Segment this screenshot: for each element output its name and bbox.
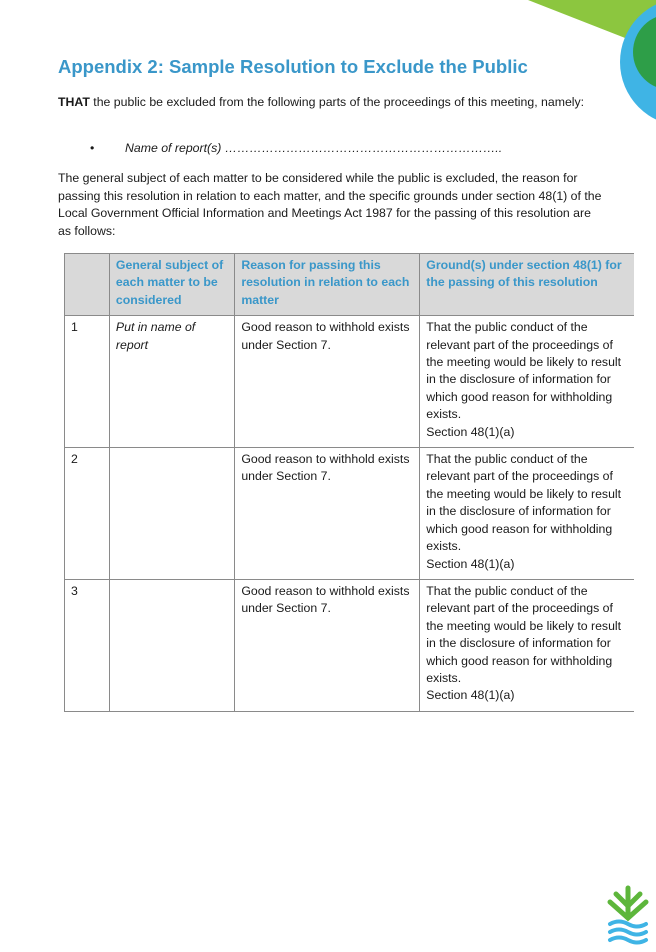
row-section: Section 48(1)(a)	[426, 556, 515, 571]
table-header-row	[65, 254, 635, 316]
resolution-lead: THAT	[58, 95, 90, 109]
row-subject: Put in name of report	[109, 316, 234, 448]
header-reason: Reason for passing this resolution in relation to each matter	[235, 254, 420, 316]
resolution-intro	[58, 94, 588, 112]
header-general-subject: General subject of each matter to be considered	[109, 254, 234, 316]
row-ground: That the public conduct of the relevant part of the proceedings of the meeting would be likely to result in the disclosure of information for which good reason for withholding exists.	[426, 320, 622, 422]
row-ground-cell	[420, 579, 634, 711]
row-ground-cell	[420, 316, 634, 448]
resolution-intro-text: the public be excluded from the following parts of the proceedings of this meeting, namely:	[89, 95, 585, 109]
council-logo-icon	[604, 880, 652, 946]
report-name-placeholder: Name of report(s) …………………………………………………………..	[125, 141, 503, 155]
row-subject	[109, 448, 234, 580]
row-reason: Good reason to withhold exists under Section 7.	[235, 316, 420, 448]
row-reason: Good reason to withhold exists under Section 7.	[235, 448, 420, 580]
bullet-marker: •	[90, 141, 95, 155]
header-number	[65, 254, 110, 316]
header-grounds: Ground(s) under section 48(1) for the passing of this resolution	[420, 254, 634, 316]
row-ground: That the public conduct of the relevant part of the proceedings of the meeting would be likely to result in the disclosure of information for which good reason for withholding exists.	[426, 452, 622, 554]
table-row	[65, 448, 635, 580]
row-ground-cell	[420, 448, 634, 580]
row-section: Section 48(1)(a)	[426, 688, 515, 703]
grounds-paragraph: The general subject of each matter to be considered while the public is excluded, the reason for passing this resolution in relation to each matter, and the specific grounds under section 48(1) of the Local Government Official Information and Meetings Act 1987 for the passing of this resolution are as follows:	[58, 171, 602, 238]
row-number: 2	[65, 448, 110, 580]
row-subject	[109, 579, 234, 711]
row-reason: Good reason to withhold exists under Section 7.	[235, 579, 420, 711]
row-ground: That the public conduct of the relevant part of the proceedings of the meeting would be likely to result in the disclosure of information for which good reason for withholding exists.	[426, 583, 622, 685]
row-section: Section 48(1)(a)	[426, 424, 515, 439]
table-row	[65, 316, 635, 448]
resolution-table	[64, 253, 634, 712]
table-row	[65, 579, 635, 711]
page-title: Appendix 2: Sample Resolution to Exclude the Public	[58, 56, 528, 77]
row-number: 1	[65, 316, 110, 448]
row-number: 3	[65, 579, 110, 711]
